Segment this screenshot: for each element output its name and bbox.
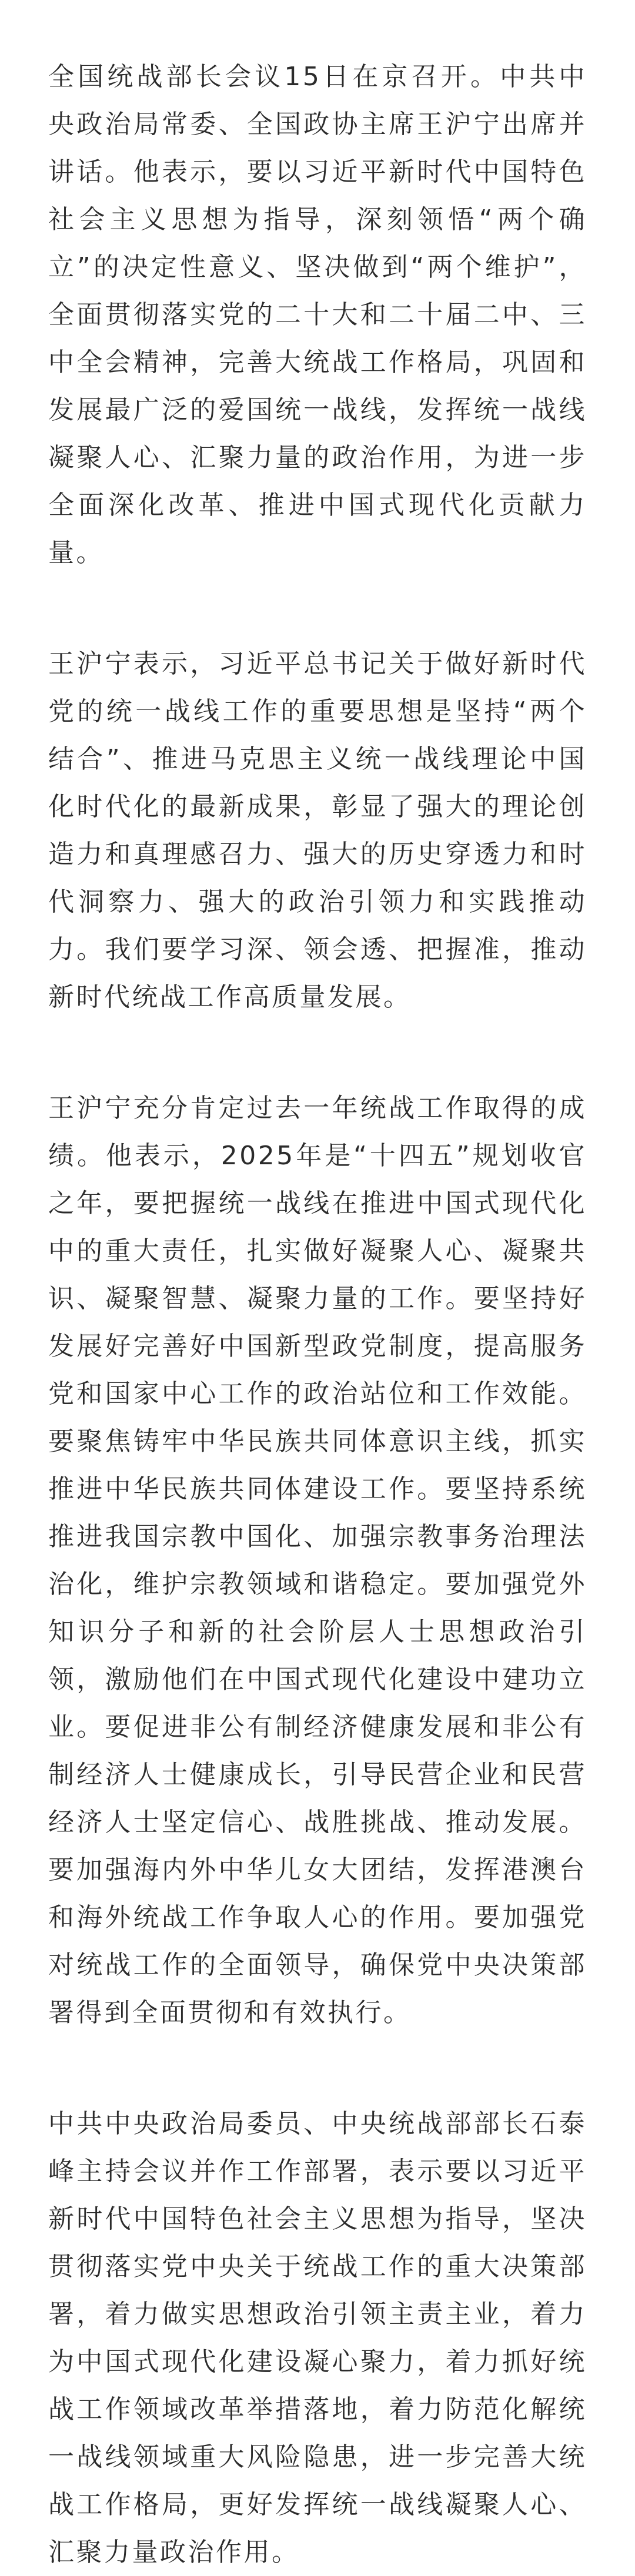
article-paragraph-4: 中共中央政治局委员、中央统战部部长石泰峰主持会议并作工作部署，表示要以习近平新时代中国特色社会主义思想为指导，坚决贯彻落实党中央关于统战工作的重大决策部署，着力做实思想政治引领主责主业，着力为中国式现代化建设凝心聚力，着力抓好统战工作领域改革举措落地，着力防范化解统一战线领域重大风险隐患，进一步完善大统战工作格局，更好发挥统一战线凝聚人心、汇聚力量政治作用。 <box>48 2109 587 2567</box>
article-paragraph-3: 王沪宁充分肯定过去一年统战工作取得的成绩。他表示，2025年是“十四五”规划收官之年，要把握统一战线在推进中国式现代化中的重大责任，扎实做好凝聚人心、凝聚共识、凝聚智慧、凝聚力量的工作。要坚持好发展好完善好中国新型政党制度，提高服务党和国家中心工作的政治站位和工作效能。要聚焦铸牢中华民族共同体意识主线，抓实推进中华民族共同体建设工作。要坚持系统推进我国宗教中国化、加强宗教事务治理法治化，维护宗教领域和谐稳定。要加强党外知识分子和新的社会阶层人士思想政治引领，激励他们在中国式现代化建设中建功立业。要促进非公有制经济健康发展和非公有制经济人士健康成长，引导民营企业和民营经济人士坚定信心、战胜挑战、推动发展。要加强海内外中华儿女大团结，发挥港澳台和海外统战工作争取人心的作用。要加强党对统战工作的全面领导，确保党中央决策部署得到全面贯彻和有效执行。 <box>48 1093 587 2028</box>
article-paragraph-1: 全国统战部长会议15日在京召开。中共中央政治局常委、全国政协主席王沪宁出席并讲话。他表示，要以习近平新时代中国特色社会主义思想为指导，深刻领悟“两个确立”的决定性意义、坚决做到“两个维护”，全面贯彻落实党的二十大和二十届二中、三中全会精神，完善大统战工作格局，巩固和发展最广泛的爱国统一战线，发挥统一战线凝聚人心、汇聚力量的政治作用，为进一步全面深化改革、推进中国式现代化贡献力量。 <box>48 62 587 568</box>
article-paragraph-2: 王沪宁表示，习近平总书记关于做好新时代党的统一战线工作的重要思想是坚持“两个结合”、推进马克思主义统一战线理论中国化时代化的最新成果，彰显了强大的理论创造力和真理感召力、强大的历史穿透力和时代洞察力、强大的政治引领力和实践推动力。我们要学习深、领会透、把握准，推动新时代统战工作高质量发展。 <box>48 649 587 1012</box>
article-body <box>48 53 587 2576</box>
